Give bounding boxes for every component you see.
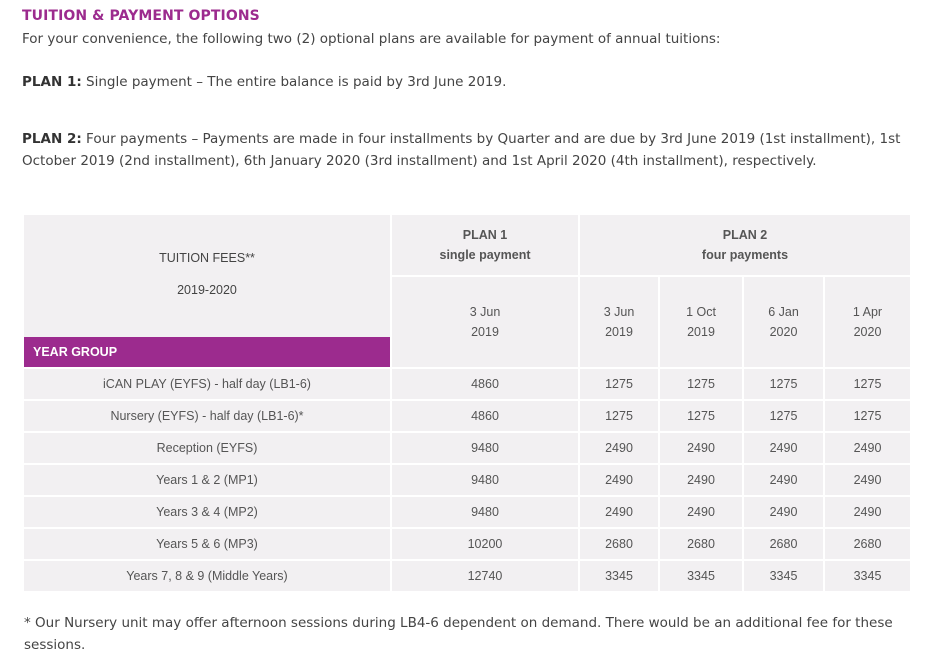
table-row [23,432,911,464]
plan2-installment-cell: 2680 [743,528,824,560]
plan2-installment-cell: 2680 [659,528,743,560]
plan1-fee-cell: 9480 [391,496,579,528]
plan2-installment-cell: 1275 [579,368,659,400]
tuition-fees-label: TUITION FEES** [159,251,255,265]
plan2-header [579,214,911,276]
table-row [23,400,911,432]
plan1-header-title: PLAN 1 [462,228,508,242]
payment-date-header [659,276,743,368]
plan1-fee-cell: 9480 [391,432,579,464]
plan1-header-subtitle: single payment [439,248,531,262]
plan1-description [22,74,506,90]
plan1-fee-cell: 12740 [391,560,579,592]
plan2-header-title: PLAN 2 [722,228,768,242]
plan2-installment-cell: 1275 [743,400,824,432]
plan1-fee-cell: 4860 [391,368,579,400]
plan1-header [391,214,579,276]
plan2-label: PLAN 2: [22,131,82,147]
year-group-header: YEAR GROUP [24,337,390,367]
payment-date-year: 2019 [471,325,499,339]
plan1-label: PLAN 1: [22,74,82,90]
plan2-installment-cell: 2490 [824,496,911,528]
tuition-year-label: 2019-2020 [177,283,237,297]
payment-date-year: 2019 [605,325,633,339]
year-group-label: Years 7, 8 & 9 (Middle Years) [23,560,391,592]
year-group-label: Reception (EYFS) [23,432,391,464]
plan2-installment-cell: 2490 [743,432,824,464]
payment-date-header [824,276,911,368]
plan1-fee-cell: 10200 [391,528,579,560]
payment-date-header [579,276,659,368]
plan2-installment-cell: 2490 [579,432,659,464]
payment-date-day: 1 Apr [852,305,883,319]
payment-date-day: 1 Oct [686,305,716,319]
table-row [23,496,911,528]
payment-date-day: 6 Jan [768,305,799,319]
plan2-installment-cell: 1275 [824,368,911,400]
year-group-label: Years 5 & 6 (MP3) [23,528,391,560]
plan2-installment-cell: 2490 [824,464,911,496]
year-group-label: Nursery (EYFS) - half day (LB1-6)* [23,400,391,432]
plan2-description [22,128,917,172]
tuition-fees-table [22,213,912,593]
table-row [23,464,911,496]
plan1-fee-cell: 4860 [391,400,579,432]
tuition-fees-header [23,214,391,368]
plan2-header-subtitle: four payments [701,248,789,262]
plan2-installment-cell: 1275 [659,400,743,432]
payment-date-year: 2020 [853,325,882,339]
plan2-installment-cell: 1275 [743,368,824,400]
table-row [23,368,911,400]
table-row [23,528,911,560]
plan2-installment-cell: 2490 [824,432,911,464]
section-heading: TUITION & PAYMENT OPTIONS [22,8,260,24]
plan1-fee-cell: 9480 [391,464,579,496]
year-group-label: Years 3 & 4 (MP2) [23,496,391,528]
nursery-footnote: * Our Nursery unit may offer afternoon sessions during LB4-6 dependent on demand. There would be an additional fee for these sessions. [24,615,893,653]
plan2-installment-cell: 2680 [579,528,659,560]
plan2-installment-cell: 2490 [659,464,743,496]
payment-date-year: 2020 [769,325,798,339]
table-row [23,560,911,592]
plan2-text: Four payments – Payments are made in four installments by Quarter and are due by 3rd June 2019 (1st installment), 1st October 2019 (2nd installment), 6th January 2020 (3rd installment) and 1st April 2020 (4th installment), respectively. [22,131,901,169]
payment-date-day: 3 Jun [469,305,501,319]
plan2-installment-cell: 2490 [743,464,824,496]
plan2-installment-cell: 1275 [659,368,743,400]
payment-date-header [391,276,579,368]
payment-date-year: 2019 [687,325,715,339]
payment-date-day: 3 Jun [603,305,635,319]
plan2-installment-cell: 2490 [579,464,659,496]
payment-date-header [743,276,824,368]
plan2-installment-cell: 2490 [743,496,824,528]
plan2-installment-cell: 1275 [824,400,911,432]
plan2-installment-cell: 3345 [579,560,659,592]
plan1-text: Single payment – The entire balance is paid by 3rd June 2019. [81,74,507,90]
year-group-label: Years 1 & 2 (MP1) [23,464,391,496]
plan2-installment-cell: 1275 [579,400,659,432]
intro-text: For your convenience, the following two (2) optional plans are available for payment of annual tuitions: [22,31,721,47]
plan2-installment-cell: 2490 [659,432,743,464]
year-group-label: iCAN PLAY (EYFS) - half day (LB1-6) [23,368,391,400]
plan2-installment-cell: 2680 [824,528,911,560]
plan2-installment-cell: 2490 [579,496,659,528]
plan2-installment-cell: 3345 [659,560,743,592]
plan2-installment-cell: 2490 [659,496,743,528]
plan2-installment-cell: 3345 [743,560,824,592]
plan2-installment-cell: 3345 [824,560,911,592]
